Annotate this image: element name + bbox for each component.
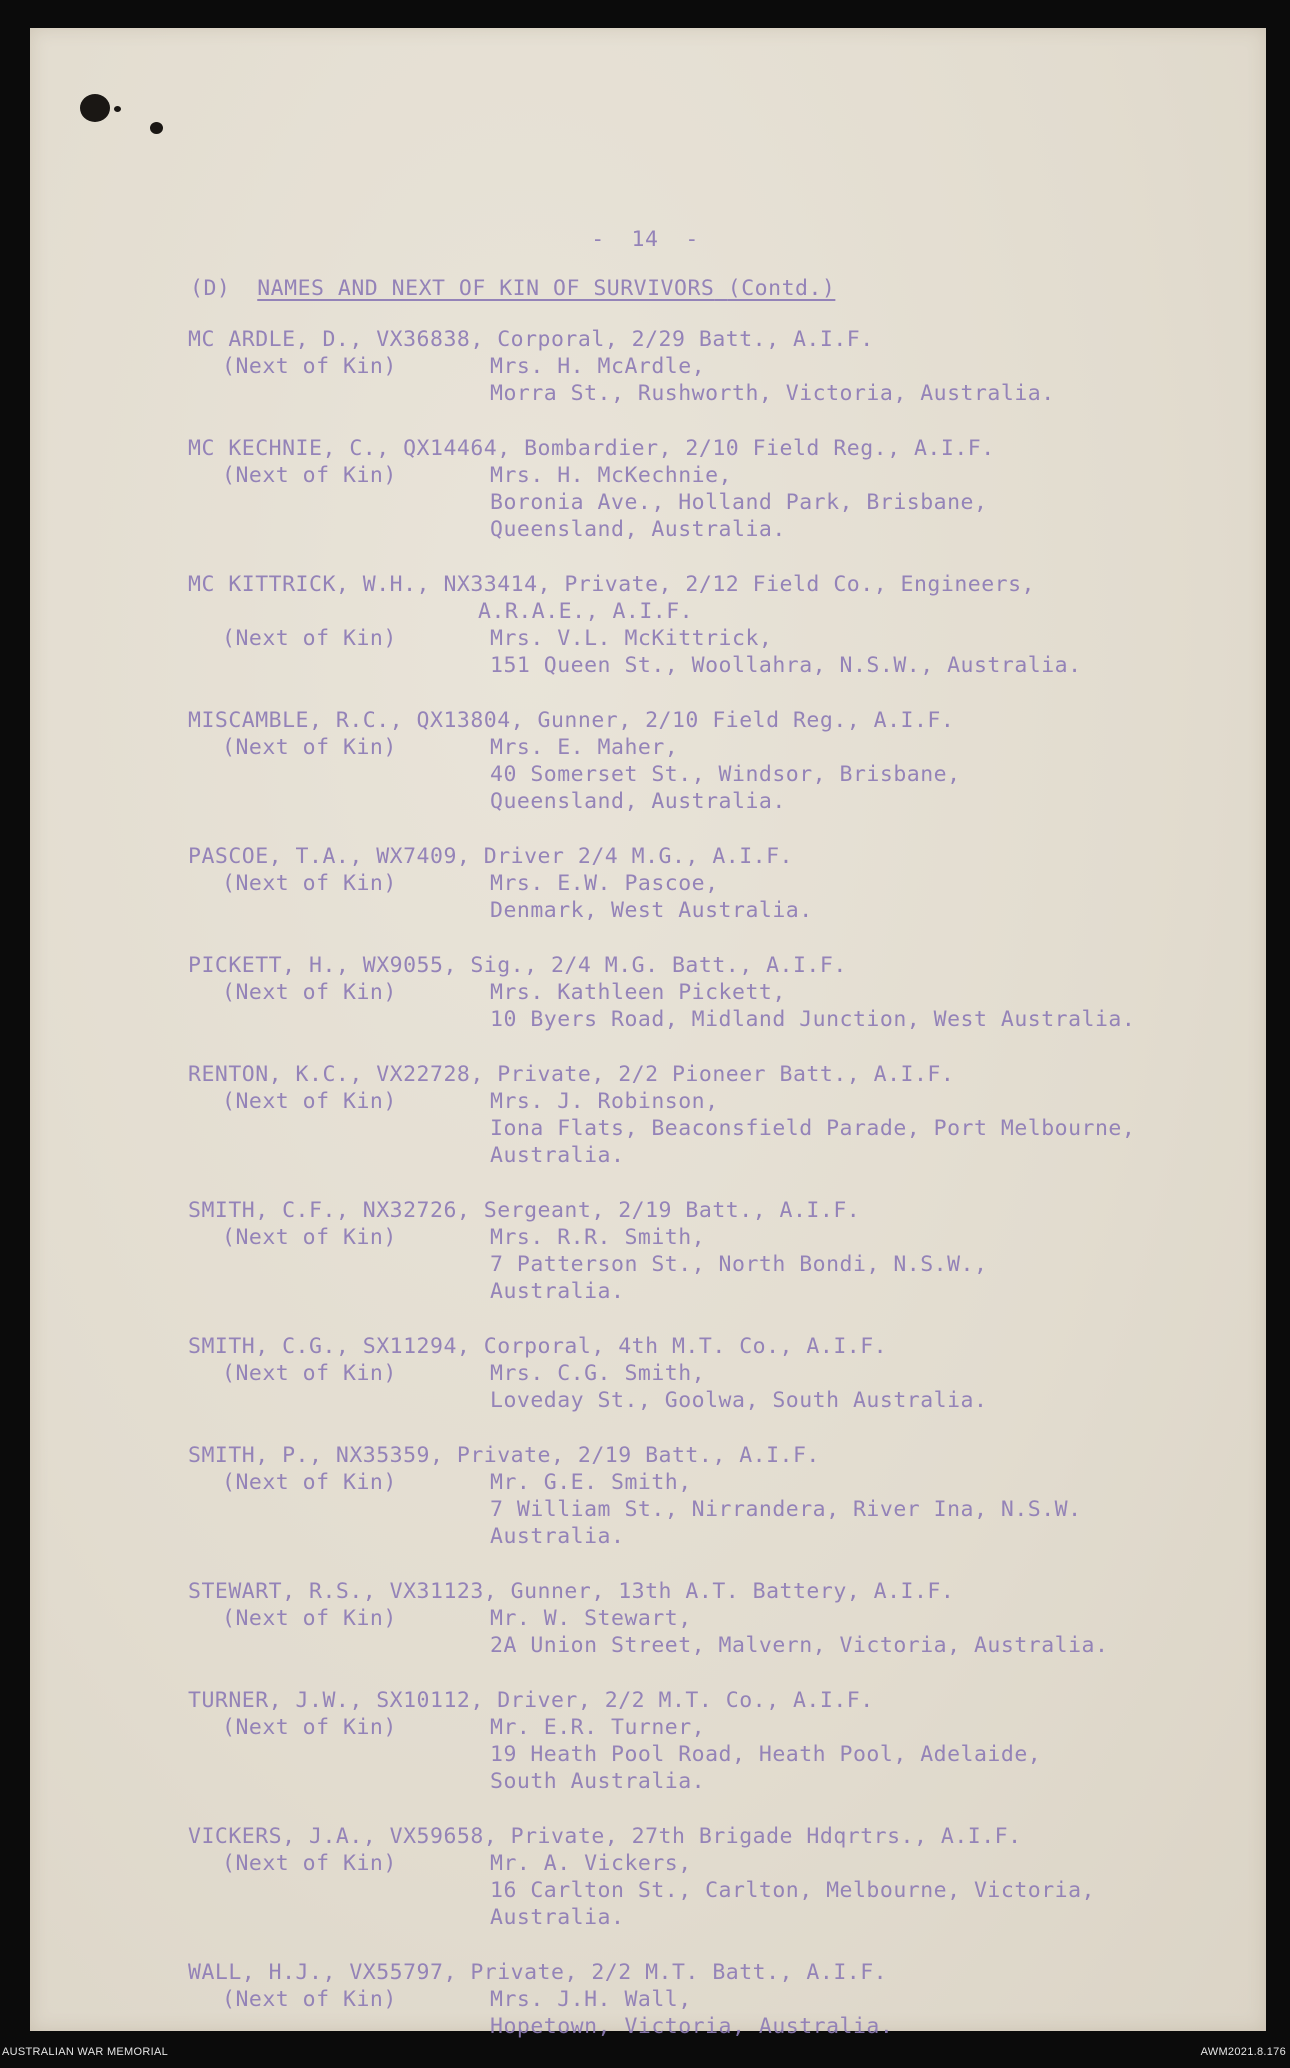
- next-of-kin-address: Australia.: [490, 1279, 625, 1304]
- next-of-kin-address: Australia.: [490, 1143, 625, 1168]
- next-of-kin-label: (Next of Kin): [222, 1715, 397, 1740]
- survivor-entry: [188, 952, 1248, 1033]
- next-of-kin-line: [188, 625, 1248, 652]
- section-prefix: (D): [190, 276, 231, 301]
- next-of-kin-label: (Next of Kin): [222, 626, 397, 651]
- next-of-kin-label: (Next of Kin): [222, 1225, 397, 1250]
- survivor-details: WALL, H.J., VX55797, Private, 2/2 M.T. Batt., A.I.F.: [188, 1960, 888, 1985]
- next-of-kin-address: Australia.: [490, 1524, 625, 1549]
- next-of-kin-line: [188, 979, 1248, 1006]
- next-of-kin-line: [188, 462, 1248, 489]
- next-of-kin-line: [188, 1605, 1248, 1632]
- next-of-kin-name: Mrs. J. Robinson,: [490, 1089, 719, 1114]
- binding-hole: [80, 94, 110, 122]
- next-of-kin-address: Morra St., Rushworth, Victoria, Australia.: [490, 381, 1055, 406]
- next-of-kin-line: [188, 870, 1248, 897]
- next-of-kin-line: [188, 1360, 1248, 1387]
- next-of-kin-name: Mr. G.E. Smith,: [490, 1470, 692, 1495]
- next-of-kin-address: 16 Carlton St., Carlton, Melbourne, Victoria,: [490, 1878, 1095, 1903]
- next-of-kin-name: Mrs. E.W. Pascoe,: [490, 871, 719, 896]
- next-of-kin-label: (Next of Kin): [222, 1851, 397, 1876]
- next-of-kin-name: Mrs. H. McArdle,: [490, 354, 706, 379]
- next-of-kin-line: [188, 1714, 1248, 1741]
- next-of-kin-name: Mrs. R.R. Smith,: [490, 1225, 706, 1250]
- next-of-kin-line: [188, 1088, 1248, 1115]
- survivor-entry: [188, 1687, 1248, 1795]
- survivor-details-continued: A.R.A.E., A.I.F.: [478, 599, 694, 624]
- next-of-kin-address: 2A Union Street, Malvern, Victoria, Australia.: [490, 1633, 1109, 1658]
- survivor-details: MISCAMBLE, R.C., QX13804, Gunner, 2/10 Field Reg., A.I.F.: [188, 708, 955, 733]
- next-of-kin-address: Iona Flats, Beaconsfield Parade, Port Melbourne,: [490, 1116, 1136, 1141]
- next-of-kin-name: Mrs. V.L. McKittrick,: [490, 626, 773, 651]
- next-of-kin-label: (Next of Kin): [222, 980, 397, 1005]
- next-of-kin-address: 40 Somerset St., Windsor, Brisbane,: [490, 762, 961, 787]
- next-of-kin-label: (Next of Kin): [222, 463, 397, 488]
- next-of-kin-name: Mrs. J.H. Wall,: [490, 1987, 692, 2012]
- page-number: - 14 -: [591, 227, 699, 252]
- next-of-kin-address: 7 William St., Nirrandera, River Ina, N.S.W.: [490, 1497, 1082, 1522]
- survivor-details: PICKETT, H., WX9055, Sig., 2/4 M.G. Batt., A.I.F.: [188, 953, 847, 978]
- survivor-entry: [188, 1333, 1248, 1414]
- survivor-entry: [188, 571, 1248, 679]
- next-of-kin-label: (Next of Kin): [222, 1470, 397, 1495]
- survivor-entry: [188, 1578, 1248, 1659]
- footer-institution: AUSTRALIAN WAR MEMORIAL: [2, 2046, 169, 2058]
- next-of-kin-address: Queensland, Australia.: [490, 517, 786, 542]
- next-of-kin-address: 19 Heath Pool Road, Heath Pool, Adelaide,: [490, 1742, 1042, 1767]
- survivor-entry: [188, 1442, 1248, 1550]
- survivor-entry: [188, 1823, 1248, 1931]
- survivor-details: SMITH, C.G., SX11294, Corporal, 4th M.T. Co., A.I.F.: [188, 1334, 888, 1359]
- next-of-kin-address: 7 Patterson St., North Bondi, N.S.W.,: [490, 1252, 988, 1277]
- section-title: NAMES AND NEXT OF KIN OF SURVIVORS (Contd.): [257, 276, 836, 301]
- next-of-kin-label: (Next of Kin): [222, 871, 397, 896]
- footer-reference: AWM2021.8.176: [1200, 2046, 1286, 2058]
- next-of-kin-line: [188, 1850, 1248, 1877]
- survivor-entry: [188, 1061, 1248, 1169]
- next-of-kin-name: Mrs. E. Maher,: [490, 735, 679, 760]
- survivor-entry: [188, 707, 1248, 815]
- next-of-kin-address: Boronia Ave., Holland Park, Brisbane,: [490, 490, 988, 515]
- section-heading: [190, 275, 835, 302]
- survivor-entry: [188, 843, 1248, 924]
- survivor-list: [188, 326, 1248, 2068]
- next-of-kin-label: (Next of Kin): [222, 735, 397, 760]
- next-of-kin-line: [188, 1986, 1248, 2013]
- next-of-kin-line: [188, 353, 1248, 380]
- survivor-entry: [188, 435, 1248, 543]
- next-of-kin-label: (Next of Kin): [222, 1089, 397, 1114]
- next-of-kin-name: Mr. W. Stewart,: [490, 1606, 692, 1631]
- next-of-kin-name: Mr. E.R. Turner,: [490, 1715, 706, 1740]
- next-of-kin-address: Australia.: [490, 1905, 625, 1930]
- survivor-details: PASCOE, T.A., WX7409, Driver 2/4 M.G., A.I.F.: [188, 844, 793, 869]
- next-of-kin-line: [188, 1224, 1248, 1251]
- survivor-entry: [188, 326, 1248, 407]
- next-of-kin-name: Mrs. C.G. Smith,: [490, 1361, 706, 1386]
- next-of-kin-name: Mrs. H. McKechnie,: [490, 463, 732, 488]
- survivor-details: SMITH, C.F., NX32726, Sergeant, 2/19 Batt., A.I.F.: [188, 1198, 861, 1223]
- survivor-details: MC ARDLE, D., VX36838, Corporal, 2/29 Batt., A.I.F.: [188, 327, 874, 352]
- next-of-kin-address: 151 Queen St., Woollahra, N.S.W., Australia.: [490, 653, 1082, 678]
- next-of-kin-label: (Next of Kin): [222, 354, 397, 379]
- survivor-details: TURNER, J.W., SX10112, Driver, 2/2 M.T. Co., A.I.F.: [188, 1688, 874, 1713]
- survivor-details: STEWART, R.S., VX31123, Gunner, 13th A.T. Battery, A.I.F.: [188, 1579, 955, 1604]
- next-of-kin-name: Mr. A. Vickers,: [490, 1851, 692, 1876]
- next-of-kin-line: [188, 1469, 1248, 1496]
- survivor-entry: [188, 1197, 1248, 1305]
- next-of-kin-address: South Australia.: [490, 1769, 706, 1794]
- survivor-entry: [188, 1959, 1248, 2040]
- next-of-kin-address: Loveday St., Goolwa, South Australia.: [490, 1388, 988, 1413]
- next-of-kin-address: Hopetown, Victoria, Australia.: [490, 2014, 894, 2039]
- binding-hole: [114, 106, 121, 112]
- next-of-kin-label: (Next of Kin): [222, 1361, 397, 1386]
- survivor-details: MC KECHNIE, C., QX14464, Bombardier, 2/10 Field Reg., A.I.F.: [188, 436, 995, 461]
- next-of-kin-label: (Next of Kin): [222, 1606, 397, 1631]
- next-of-kin-address: Denmark, West Australia.: [490, 898, 813, 923]
- survivor-details: RENTON, K.C., VX22728, Private, 2/2 Pioneer Batt., A.I.F.: [188, 1062, 955, 1087]
- binding-hole: [150, 122, 163, 134]
- next-of-kin-address: Queensland, Australia.: [490, 789, 786, 814]
- next-of-kin-name: Mrs. Kathleen Pickett,: [490, 980, 786, 1005]
- next-of-kin-address: 10 Byers Road, Midland Junction, West Australia.: [490, 1007, 1136, 1032]
- next-of-kin-line: [188, 734, 1248, 761]
- survivor-details: MC KITTRICK, W.H., NX33414, Private, 2/12 Field Co., Engineers,: [188, 572, 1035, 597]
- next-of-kin-label: (Next of Kin): [222, 1987, 397, 2012]
- survivor-details: VICKERS, J.A., VX59658, Private, 27th Brigade Hdqrtrs., A.I.F.: [188, 1824, 1022, 1849]
- survivor-details: SMITH, P., NX35359, Private, 2/19 Batt., A.I.F.: [188, 1443, 820, 1468]
